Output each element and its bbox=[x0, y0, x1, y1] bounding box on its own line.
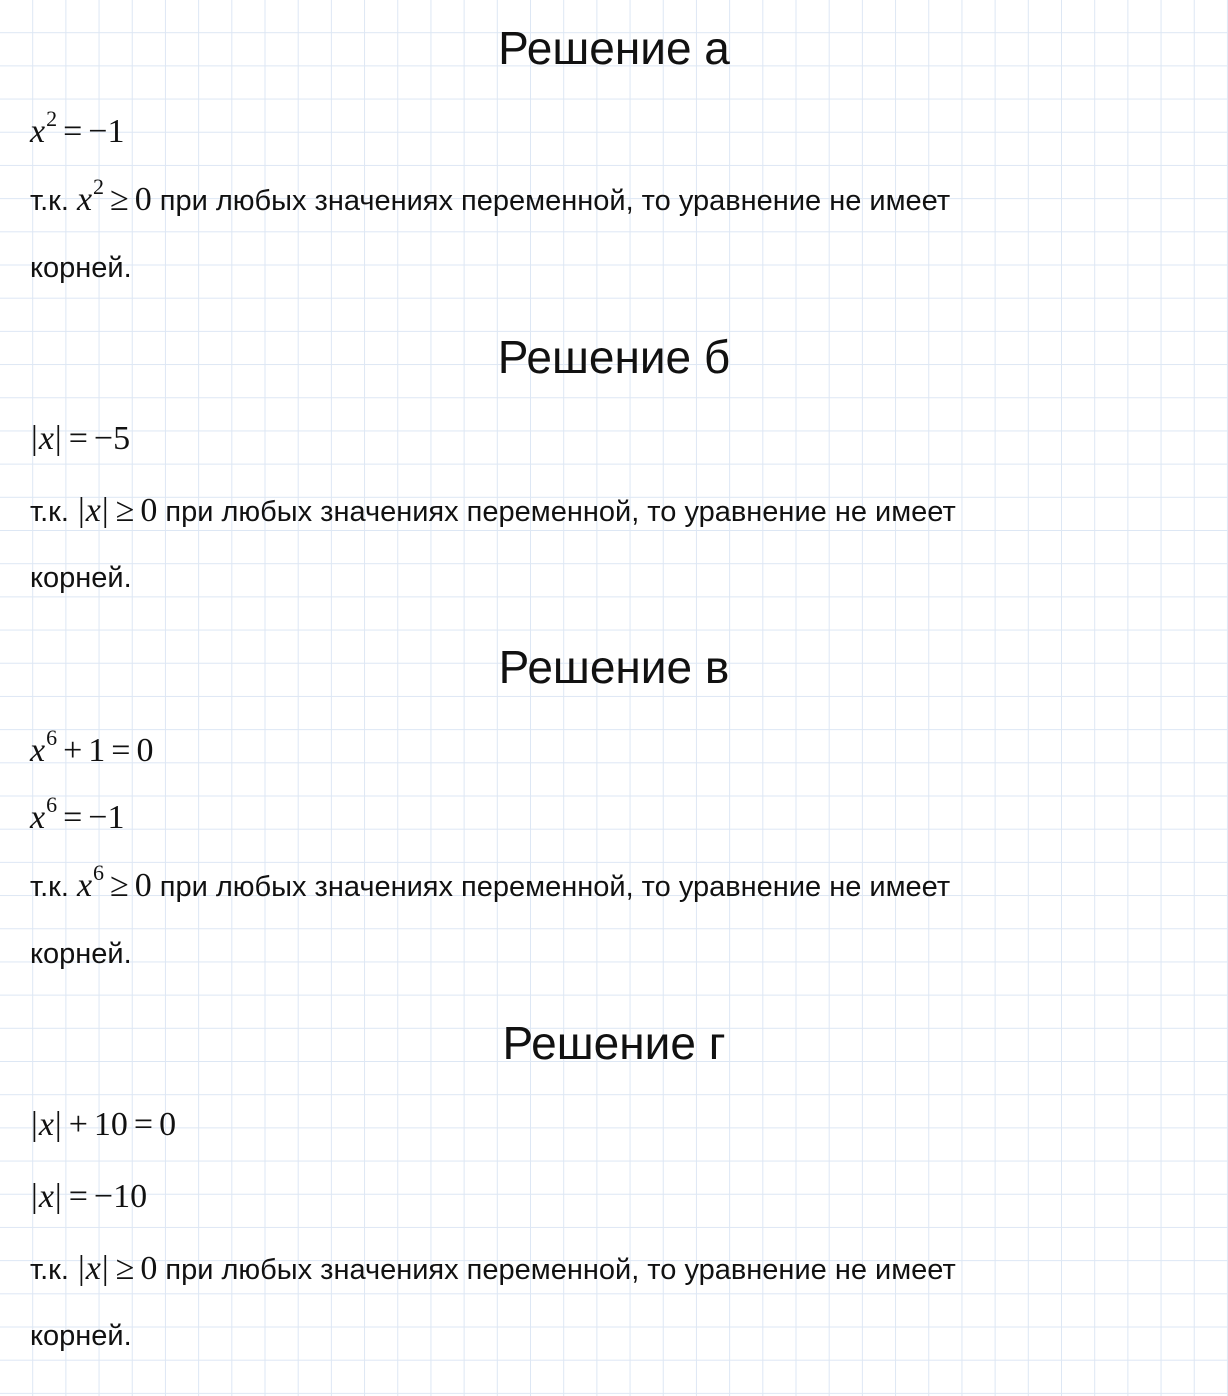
term: 1 bbox=[88, 732, 106, 769]
relation: ≥ bbox=[110, 181, 129, 218]
note-g bbox=[30, 1249, 956, 1290]
relation: = bbox=[63, 113, 83, 150]
note-prefix: т.к. bbox=[30, 496, 69, 528]
abs-bar-left: | bbox=[77, 492, 85, 529]
rhs: 0 bbox=[134, 867, 152, 904]
term: 10 bbox=[93, 1106, 128, 1143]
note-a bbox=[30, 174, 951, 223]
rhs: −1 bbox=[88, 799, 125, 836]
variable: x bbox=[30, 799, 46, 836]
abs-bar-left: | bbox=[31, 420, 38, 457]
variable: x bbox=[85, 1250, 101, 1287]
abs-bar-left: | bbox=[77, 1250, 85, 1287]
heading-solution-g: Решение г bbox=[502, 1017, 726, 1069]
variable: x bbox=[85, 492, 101, 529]
exponent: 6 bbox=[46, 792, 58, 817]
rhs: 0 bbox=[140, 1250, 158, 1287]
exponent: 2 bbox=[93, 174, 105, 199]
variable: x bbox=[76, 867, 93, 904]
operator: + bbox=[68, 1106, 88, 1143]
note-text: при любых значениях переменной, то уравнение не имеет bbox=[159, 871, 951, 903]
abs-bar-right: | bbox=[101, 492, 109, 529]
heading-solution-v: Решение в bbox=[498, 641, 730, 693]
exponent: 6 bbox=[93, 860, 105, 885]
note-v bbox=[30, 860, 951, 909]
relation: = bbox=[68, 1178, 88, 1215]
heading-solution-a: Решение а bbox=[498, 22, 730, 74]
variable: x bbox=[30, 113, 46, 150]
exponent: 2 bbox=[46, 106, 58, 131]
abs-bar-left: | bbox=[31, 1178, 38, 1215]
rhs: −1 bbox=[88, 113, 125, 150]
exponent: 6 bbox=[46, 725, 58, 750]
heading-solution-b: Решение б bbox=[497, 331, 731, 383]
note-a-ending: корней. bbox=[30, 252, 132, 284]
relation: ≥ bbox=[115, 1250, 135, 1287]
note-g-ending: корней. bbox=[30, 1320, 132, 1352]
rhs: 0 bbox=[136, 732, 154, 769]
rhs: 0 bbox=[159, 1106, 177, 1143]
rhs: −5 bbox=[93, 420, 131, 457]
note-text: при любых значениях переменной, то уравнение не имеет bbox=[165, 496, 956, 528]
note-text: при любых значениях переменной, то уравнение не имеет bbox=[165, 1254, 956, 1286]
equation-v-1 bbox=[30, 725, 154, 774]
equation-a-1 bbox=[30, 106, 125, 155]
variable: x bbox=[30, 732, 46, 769]
variable: x bbox=[38, 420, 54, 457]
relation: = bbox=[133, 1106, 154, 1143]
note-b-ending: корней. bbox=[30, 562, 132, 594]
note-text: при любых значениях переменной, то уравнение не имеет bbox=[159, 185, 951, 217]
note-prefix: т.к. bbox=[30, 871, 69, 903]
variable: x bbox=[76, 181, 93, 218]
relation: = bbox=[111, 732, 131, 769]
equation-g-1 bbox=[30, 1105, 176, 1146]
rhs: 0 bbox=[134, 181, 152, 218]
relation: = bbox=[68, 420, 88, 457]
equation-g-2 bbox=[30, 1177, 147, 1218]
operator: + bbox=[63, 732, 83, 769]
equation-b-1 bbox=[30, 419, 130, 460]
abs-bar-right: | bbox=[54, 420, 62, 457]
abs-bar-left: | bbox=[31, 1106, 38, 1143]
note-prefix: т.к. bbox=[30, 185, 69, 217]
abs-bar-right: | bbox=[54, 1106, 62, 1143]
variable: x bbox=[38, 1106, 54, 1143]
abs-bar-right: | bbox=[54, 1178, 62, 1215]
relation: ≥ bbox=[115, 492, 135, 529]
rhs: −10 bbox=[93, 1178, 148, 1215]
equation-v-2 bbox=[30, 792, 125, 841]
variable: x bbox=[38, 1178, 54, 1215]
note-b bbox=[30, 491, 956, 532]
note-prefix: т.к. bbox=[30, 1254, 69, 1286]
abs-bar-right: | bbox=[101, 1250, 109, 1287]
note-v-ending: корней. bbox=[30, 938, 132, 970]
rhs: 0 bbox=[140, 492, 158, 529]
relation: ≥ bbox=[110, 867, 129, 904]
relation: = bbox=[63, 799, 83, 836]
